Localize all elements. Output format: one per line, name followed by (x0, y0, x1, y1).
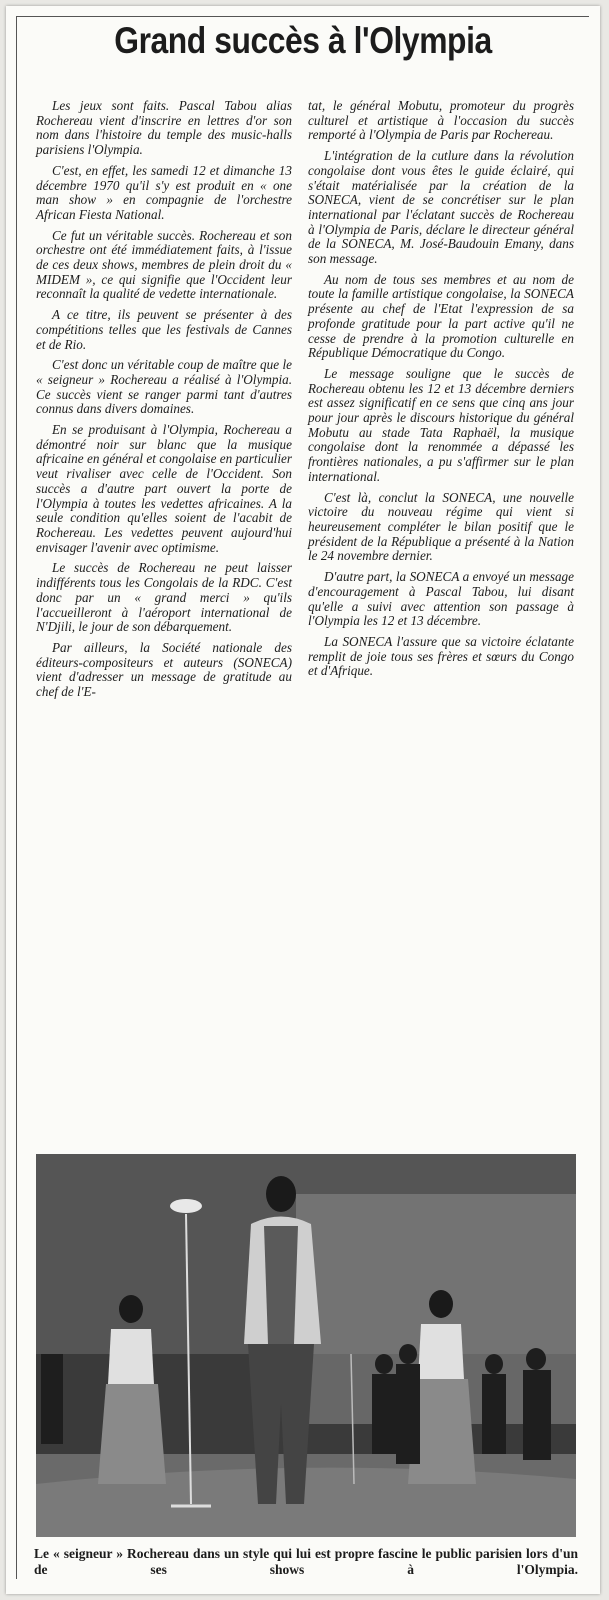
photo-caption: Le « seigneur » Rochereau dans un style qui lui est propre fascine le public parisien lors d'un de ses shows à l'Olympia. (34, 1546, 578, 1577)
paragraph-continued: tat, le général Mobutu, promoteur du progrès culturel et artistique à l'occasion du succès remporté à l'Olympia de Paris par Rochereau. (308, 98, 574, 143)
paragraph: D'autre part, la SONECA a envoyé un message d'encouragement à Pascal Tabou, lui disant qu'elle a suivi avec attention son passage à l'Olympia les 12 et 13 décembre. (308, 569, 574, 629)
stage-photo-drawing (36, 1154, 576, 1537)
paragraph: Les jeux sont faits. Pascal Tabou alias Rochereau vient d'inscrire en lettres d'or son nom dans l'histoire du temple des music-halls parisiens l'Olympia. (36, 98, 292, 158)
paragraph: Par ailleurs, la Société nationale des éditeurs-compositeurs et auteurs (SONECA) vient d'adresser un message de gratitude au chef de l'E- (36, 639, 292, 700)
paragraph: Le message souligne que le succès de Rochereau obtenu les 12 et 13 décembre derniers est assez significatif en ce sens que cinq ans jour pour jour après le discours historique du général Mobutu au stade Tata Raphaël, la musique congolaise dont la renommée a dépassé les frontières nationales, a pu s'affirmer sur le plan international. (308, 365, 574, 484)
paragraph: L'intégration de la cutlure dans la révolution congolaise dont vous êtes le guide éclairé, qui s'était matérialisée par la création de la SONECA, vient de se concrétiser sur le plan international par l'éclatant succès de Rochereau à l'Olympia de Paris, déclare le directeur général de la SONECA, M. José-Baudouin Emany, dans son message. (308, 148, 574, 267)
paragraph: La SONECA l'assure que sa victoire éclatante remplit de joie tous ses frères et sœurs du Congo et d'Afrique. (308, 633, 574, 679)
paragraph: Ce fut un véritable succès. Rochereau et son orchestre ont été immédiatement faits, à l'issue de ces deux shows, membres de plein droit du « MIDEM », ce qui signifie que l'Occident leur reconnaît la qualité de vedette internationale. (36, 227, 292, 302)
paragraph: A ce titre, ils peuvent se présenter à des compétitions telles que les festivals de Cannes et de Rio. (36, 307, 292, 352)
paragraph: En se produisant à l'Olympia, Rochereau a démontré noir sur blanc que la musique africaine en général et congolaise en particulier veut rivaliser avec celle de l'Occident. Son succès a d'autre part ouvert la porte de l'Olympia à toutes les vedettes africaines. A la seule condition qu'elles soient de l'acabit de Rochereau. Les vedettes peuvent aujourd'hui envisager l'avenir avec optimisme. (36, 422, 292, 555)
paragraph: Au nom de tous ses membres et au nom de toute la famille artistique congolaise, la SONECA présente au chef de l'Etat l'expression de sa profonde gratitude pour la part active qu'il ne cesse de prendre à la promotion culturelle en République Démocratique du Congo. (308, 271, 574, 361)
article-left-column (36, 99, 292, 706)
paragraph: C'est, en effet, les samedi 12 et dimanche 13 décembre 1970 qu'il s'y est produit en « one man show » en compagnie de l'orchestre African Fiesta National. (36, 162, 292, 222)
article-right-column (308, 99, 574, 685)
newspaper-clipping (6, 6, 600, 1594)
paragraph: C'est là, conclut la SONECA, une nouvelle victoire du nouveau régime qui vient si heureusement compléter le bilan positif que le président de la République a présenté à la Nation le 24 novembre dernier. (308, 489, 574, 564)
stage-photo (36, 1154, 576, 1537)
article-title: Grand succès à l'Olympia (114, 20, 492, 61)
paragraph: C'est donc un véritable coup de maître que le « seigneur » Rochereau a réalisé à l'Olympia. Ce succès vient se ranger parmi tant d'autres connus dans divers domaines. (36, 357, 292, 417)
paragraph: Le succès de Rochereau ne peut laisser indifférents tous les Congolais de la RDC. C'est donc par un « grand merci » qu'ils l'accueilleront à l'aéroport international de N'Djili, le jour de son débarquement. (36, 560, 292, 635)
